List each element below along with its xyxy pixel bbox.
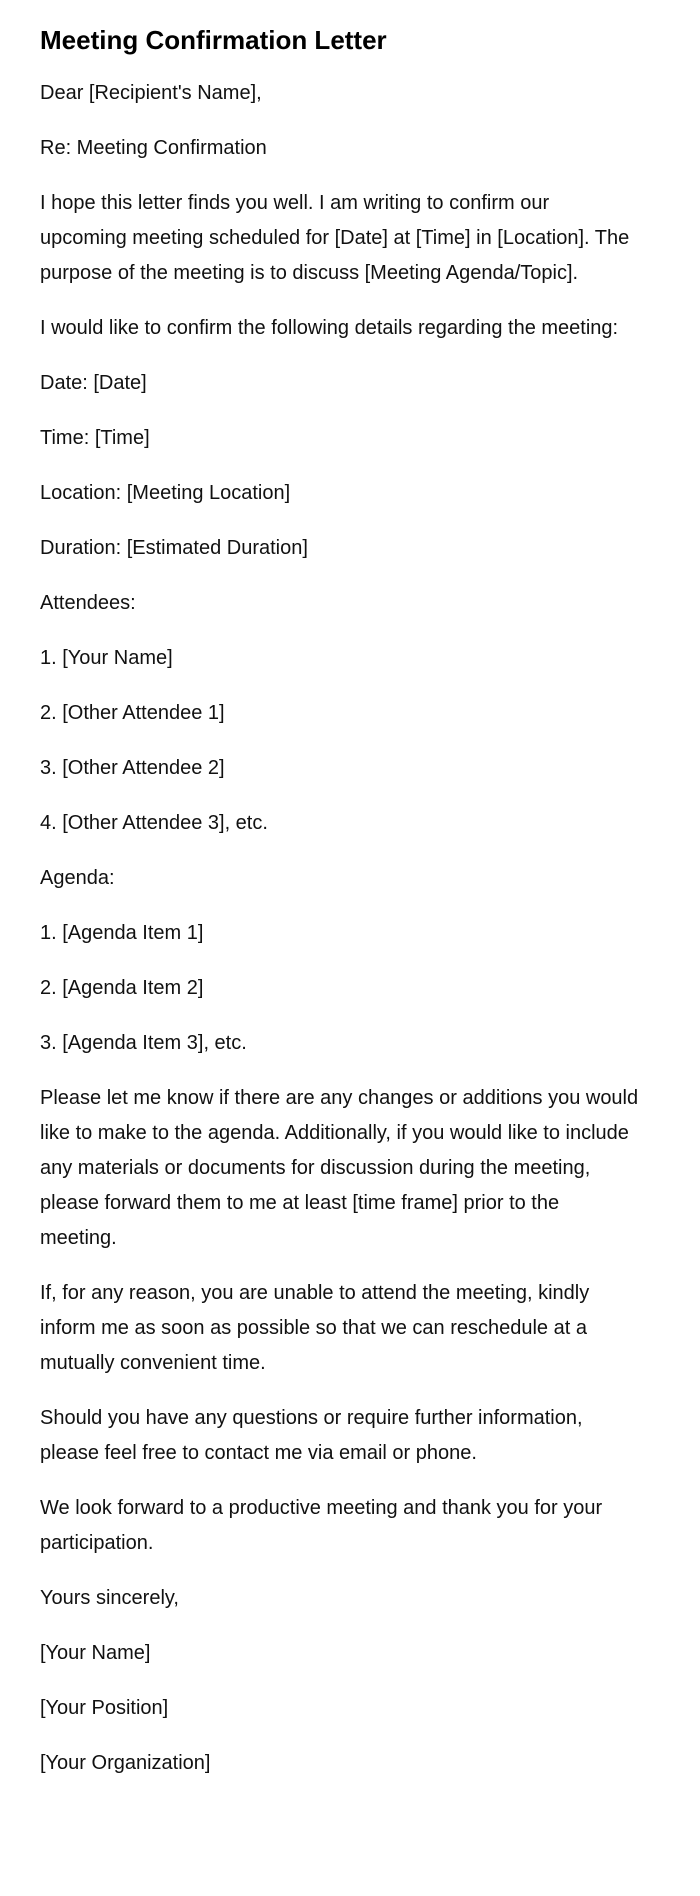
- attendee-item: 3. [Other Attendee 2]: [40, 757, 225, 779]
- agenda-item: 3. [Agenda Item 3], etc.: [40, 1032, 247, 1054]
- detail-duration: Duration: [Estimated Duration]: [40, 537, 308, 559]
- letter-title: Meeting Confirmation Letter: [40, 25, 387, 55]
- details-intro: I would like to confirm the following details regarding the meeting:: [40, 317, 619, 339]
- letter-document: [40, 22, 640, 1801]
- signature-position: [Your Position]: [40, 1697, 169, 1719]
- detail-date: Date: [Date]: [40, 372, 147, 394]
- detail-location: Location: [Meeting Location]: [40, 482, 291, 504]
- changes-paragraph: Please let me know if there are any changes or additions you would like to make to the agenda. Additionally, if you would like to include any materials or documents for discussion during the meeting, please forward them to me at least [time frame] prior to the meeting.: [40, 1087, 639, 1249]
- salutation: Dear [Recipient's Name],: [40, 82, 262, 104]
- closing-paragraph: We look forward to a productive meeting and thank you for your participation.: [40, 1497, 603, 1554]
- agenda-heading: Agenda:: [40, 867, 115, 889]
- signature-name: [Your Name]: [40, 1642, 151, 1664]
- reschedule-paragraph: If, for any reason, you are unable to attend the meeting, kindly inform me as soon as possible so that we can reschedule at a mutually convenient time.: [40, 1282, 590, 1374]
- attendee-item: 4. [Other Attendee 3], etc.: [40, 812, 268, 834]
- detail-time: Time: [Time]: [40, 427, 150, 449]
- questions-paragraph: Should you have any questions or require further information, please feel free to contact me via email or phone.: [40, 1407, 583, 1464]
- intro-paragraph: I hope this letter finds you well. I am writing to confirm our upcoming meeting scheduled for [Date] at [Time] in [Location]. The purpose of the meeting is to discuss [Meeting Agenda/Topic].: [40, 192, 630, 284]
- subject-line: Re: Meeting Confirmation: [40, 137, 267, 159]
- attendees-heading: Attendees:: [40, 592, 136, 614]
- attendee-item: 1. [Your Name]: [40, 647, 173, 669]
- attendee-item: 2. [Other Attendee 1]: [40, 702, 225, 724]
- agenda-item: 1. [Agenda Item 1]: [40, 922, 204, 944]
- agenda-item: 2. [Agenda Item 2]: [40, 977, 204, 999]
- signature-organization: [Your Organization]: [40, 1752, 211, 1774]
- sign-off: Yours sincerely,: [40, 1587, 179, 1609]
